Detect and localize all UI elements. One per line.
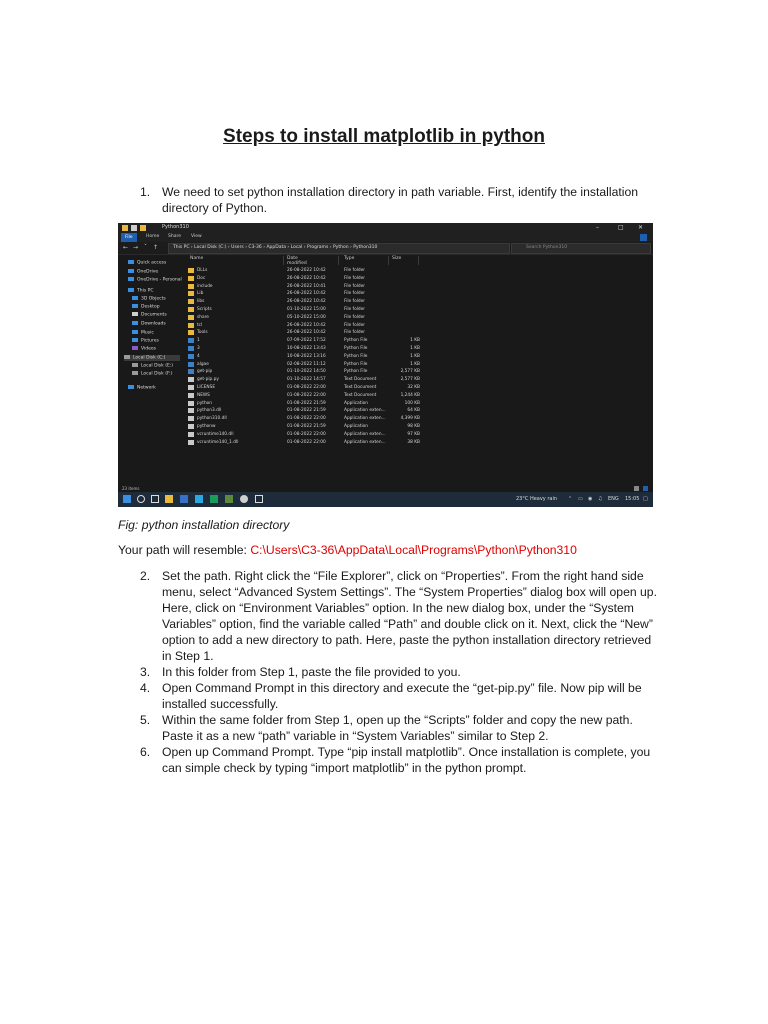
- file-date: 26-08-2022 10:42: [287, 291, 326, 297]
- music-icon: [132, 330, 138, 334]
- file-row[interactable]: [188, 361, 420, 369]
- file-type: Text Document: [344, 385, 377, 390]
- file-date: 01-08-2022 21:59: [287, 400, 326, 406]
- file-name: Scripts: [197, 307, 212, 312]
- path-label: Your path will resemble:: [118, 543, 251, 557]
- file-size: 1 KB: [410, 338, 420, 344]
- file-icon: [188, 377, 194, 382]
- file-type: Text Document: [344, 392, 377, 398]
- file-date: 01-08-2022 22:00: [287, 392, 326, 398]
- figure-caption: Fig: python installation directory: [118, 518, 290, 532]
- file-date: 10-08-2022 13:16: [287, 353, 326, 359]
- file-type: Application exten...: [344, 408, 386, 414]
- folder-icon: [188, 299, 194, 304]
- drive-icon: [132, 371, 138, 375]
- file-name: get-pip: [197, 369, 213, 375]
- file-row[interactable]: [188, 283, 408, 291]
- step-line: Open up Command Prompt. Type “pip install matplotlib”. Once installation is complete, you: [162, 745, 651, 759]
- tab-home[interactable]: Home: [146, 234, 160, 239]
- app-icon[interactable]: [210, 495, 218, 503]
- file-explorer-screenshot: [118, 223, 653, 507]
- video-icon: [132, 346, 138, 350]
- terminal-icon[interactable]: [255, 495, 263, 503]
- sidebar-item-label: OneDrive: [137, 269, 159, 275]
- item-count: 23 items: [122, 486, 140, 491]
- file-name: Tools: [197, 330, 208, 336]
- ribbon-tabs: [118, 233, 653, 242]
- file-name: NEWS: [197, 392, 210, 398]
- file-row[interactable]: [188, 431, 420, 439]
- file-name: LICENSE: [197, 385, 216, 390]
- python-file-icon: [188, 338, 194, 343]
- settings-icon[interactable]: [240, 495, 248, 503]
- window-title: Python310: [162, 224, 189, 230]
- file-type: File folder: [344, 299, 366, 305]
- file-size: 100 KB: [404, 400, 420, 406]
- file-type: Application: [344, 400, 369, 406]
- sidebar-item-label: Pictures: [141, 338, 159, 344]
- document-icon: [132, 312, 138, 316]
- folder-icon: [122, 225, 128, 231]
- app-icon[interactable]: [195, 495, 203, 503]
- page-title: Steps to install matplotlib in python: [223, 126, 545, 147]
- file-row[interactable]: [188, 337, 420, 345]
- sidebar-item-label: This PC: [137, 288, 154, 294]
- file-explorer-taskbar-icon[interactable]: [165, 495, 173, 503]
- sidebar-item[interactable]: [132, 312, 167, 318]
- step-line: Set the path. Right click the “File Explorer”, click on “Properties”. From the right hand side: [162, 569, 644, 583]
- file-icon: [188, 424, 194, 429]
- file-date: 01-10-2022 15:00: [287, 307, 326, 312]
- path-value: C:\Users\C3-36\AppData\Local\Programs\Python\Python310: [250, 543, 577, 557]
- desktop-icon: [132, 304, 138, 308]
- sidebar-item-label: 3D Objects: [141, 296, 166, 302]
- taskbar: [118, 492, 653, 507]
- file-size: 32 KB: [407, 385, 420, 390]
- file-name: libs: [197, 299, 205, 305]
- file-date: 02-08-2022 11:12: [287, 361, 326, 367]
- step-1-line-1: We need to set python installation directory in path variable. First, identify the installation: [162, 185, 639, 199]
- sidebar-item[interactable]: [132, 346, 156, 352]
- file-icon: [188, 440, 194, 445]
- file-row[interactable]: [188, 423, 420, 431]
- file-name: include: [197, 283, 213, 289]
- file-row[interactable]: [188, 329, 408, 337]
- volume-icon[interactable]: ♫: [598, 496, 603, 502]
- sidebar-item[interactable]: [132, 296, 166, 302]
- step-line: installed successfully.: [162, 697, 279, 711]
- file-name: pythonw: [197, 424, 216, 429]
- folder-icon: [188, 268, 194, 273]
- file-icon: [188, 416, 194, 421]
- file-size: 38 KB: [407, 439, 420, 445]
- python-file-icon: [188, 369, 194, 374]
- column-divider[interactable]: [388, 256, 389, 265]
- step-line: option to add a new directory to path. Here, paste the python installation directory retrieved: [162, 633, 652, 647]
- step-number: 1.: [140, 185, 151, 199]
- sidebar-item[interactable]: [128, 269, 158, 275]
- cube-icon: [132, 296, 138, 300]
- search-icon[interactable]: [137, 495, 145, 503]
- step-line: Variables” option, find the variable called “Path” and double click on it. Next, click the “New”: [162, 617, 653, 631]
- file-row[interactable]: [188, 314, 408, 322]
- folder-icon: [188, 276, 194, 281]
- window-titlebar: [118, 223, 653, 233]
- sidebar-item-label: Local Disk (C:): [133, 355, 166, 361]
- network-icon: [128, 385, 134, 389]
- tab-view[interactable]: View: [191, 234, 202, 239]
- download-icon: [132, 321, 138, 325]
- file-type: File folder: [344, 307, 366, 312]
- file-name: vcruntime140.dll: [197, 431, 234, 437]
- sidebar-item[interactable]: [132, 371, 172, 377]
- file-date: 01-08-2022 22:00: [287, 385, 326, 390]
- file-date: 01-08-2022 22:00: [287, 439, 326, 445]
- file-name: python310.dll: [197, 416, 227, 422]
- sidebar-item[interactable]: [128, 288, 153, 294]
- tab-share[interactable]: Share: [168, 234, 181, 239]
- file-icon: [188, 432, 194, 437]
- file-icon: [188, 385, 194, 390]
- chevron-down-icon[interactable]: ˇ: [144, 244, 147, 251]
- file-icon: [188, 401, 194, 406]
- file-name: get-pip.py: [197, 377, 219, 383]
- file-row[interactable]: [188, 275, 408, 283]
- file-size: 1 KB: [410, 361, 420, 367]
- file-type: File folder: [344, 322, 366, 328]
- sidebar-item-label: Desktop: [141, 304, 160, 310]
- chevron-up-icon[interactable]: ⌃: [568, 496, 573, 502]
- path-line: [118, 543, 577, 557]
- file-date: 26-08-2022 10:42: [287, 268, 326, 273]
- column-divider[interactable]: [283, 256, 284, 265]
- column-date-modified[interactable]: Date modified: [287, 256, 307, 266]
- file-date: 26-08-2022 10:42: [287, 299, 326, 305]
- file-size: 4,399 KB: [400, 416, 420, 422]
- file-row[interactable]: [188, 384, 420, 392]
- app-icon[interactable]: [225, 495, 233, 503]
- file-type: Application exten...: [344, 431, 386, 437]
- sidebar-item-label: Documents: [141, 312, 167, 318]
- file-date: 26-08-2022 10:42: [287, 322, 326, 328]
- file-name: 4: [197, 353, 200, 359]
- address-bar[interactable]: [168, 243, 510, 254]
- file-icon: [188, 393, 194, 398]
- maximize-icon[interactable]: □: [618, 224, 624, 231]
- file-type: Application exten...: [344, 439, 386, 445]
- sidebar-item[interactable]: [132, 363, 173, 369]
- back-arrow-icon[interactable]: ←: [123, 244, 129, 251]
- step-line: Open Command Prompt in this directory and execute the “get-pip.py” file. Now pip will be: [162, 681, 642, 695]
- step-line: can simple check by typing “import matplotlib” in the python prompt.: [162, 761, 527, 775]
- step-line: Within the same folder from Step 1, open up the “Scripts” folder and copy the new path.: [162, 713, 633, 727]
- sidebar-item[interactable]: [132, 338, 159, 344]
- sidebar-item-label: Downloads: [141, 321, 166, 327]
- file-icon: [188, 408, 194, 413]
- sidebar-item[interactable]: [124, 355, 180, 361]
- weather-widget[interactable]: 23°C Heavy rain: [516, 496, 558, 502]
- details-view-icon[interactable]: [634, 486, 639, 491]
- minimize-icon[interactable]: –: [596, 224, 599, 231]
- step-number: 6.: [140, 745, 151, 759]
- column-divider[interactable]: [338, 256, 339, 265]
- file-type: Python File: [344, 353, 368, 359]
- folder-icon: [188, 323, 194, 328]
- file-size: 2,577 KB: [400, 369, 420, 375]
- file-name: Lib: [197, 291, 204, 297]
- file-name: DLLs: [197, 268, 208, 273]
- battery-icon[interactable]: ▭: [578, 496, 583, 502]
- folder-icon: [188, 284, 194, 289]
- wifi-icon[interactable]: ◉: [588, 496, 593, 502]
- sidebar-item-label: OneDrive - Personal: [137, 277, 182, 283]
- tab-file[interactable]: File: [121, 233, 137, 242]
- file-row[interactable]: [188, 353, 420, 361]
- file-type: File folder: [344, 283, 366, 289]
- file-size: 1 KB: [410, 346, 420, 351]
- navigation-pane: [118, 255, 180, 485]
- python-file-icon: [188, 354, 194, 359]
- file-type: Text Document: [344, 377, 377, 383]
- file-date: 01-08-2022 21:59: [287, 424, 326, 429]
- file-row[interactable]: [188, 439, 420, 447]
- file-date: 10-08-2022 13:43: [287, 346, 326, 351]
- step-line: Here, click on “Environment Variables” option. In the new dialog box, under the “System: [162, 601, 634, 615]
- file-row[interactable]: [188, 400, 420, 408]
- sidebar-item-label: Local Disk (F:): [141, 371, 173, 377]
- file-type: Application exten...: [344, 416, 386, 422]
- step-1-line-2: directory of Python.: [162, 201, 267, 215]
- file-date: 07-09-2022 17:52: [287, 338, 326, 344]
- star-icon: [128, 260, 134, 264]
- forward-arrow-icon[interactable]: →: [133, 244, 139, 251]
- file-date: 01-10-2022 14:50: [287, 369, 326, 375]
- file-row[interactable]: [188, 298, 408, 306]
- sidebar-item-label: Local Disk (E:): [141, 363, 174, 369]
- file-size: 1,244 KB: [400, 392, 420, 398]
- file-size: 1 KB: [410, 353, 420, 359]
- folder-icon: [188, 291, 194, 296]
- file-row[interactable]: [188, 392, 420, 400]
- close-icon[interactable]: ✕: [638, 224, 644, 231]
- step-number: 3.: [140, 665, 151, 679]
- clock[interactable]: 15:05: [625, 496, 640, 502]
- file-row[interactable]: [188, 290, 408, 298]
- file-type: Application: [344, 424, 369, 429]
- column-type[interactable]: Type: [344, 256, 355, 261]
- step-line: In this folder from Step 1, paste the file provided to you.: [162, 665, 461, 679]
- file-size: 98 KB: [407, 424, 420, 429]
- file-row[interactable]: [188, 407, 420, 415]
- file-row[interactable]: [188, 322, 408, 330]
- properties-icon[interactable]: [131, 225, 137, 231]
- python-file-icon: [188, 362, 194, 367]
- file-row[interactable]: [188, 345, 420, 353]
- task-view-icon[interactable]: [151, 495, 159, 503]
- file-type: File folder: [344, 314, 366, 320]
- notification-icon[interactable]: □: [643, 496, 648, 502]
- large-icons-view-icon[interactable]: [643, 486, 648, 491]
- file-row[interactable]: [188, 306, 408, 314]
- file-date: 01-08-2022 22:00: [287, 416, 326, 422]
- file-row[interactable]: [188, 267, 408, 275]
- step-1: [140, 184, 660, 218]
- app-icon[interactable]: [180, 495, 188, 503]
- up-arrow-icon[interactable]: ↑: [153, 244, 159, 251]
- file-name: algae: [197, 361, 209, 367]
- file-date: 01-08-2022 21:59: [287, 408, 326, 414]
- new-folder-icon[interactable]: [140, 225, 146, 231]
- address-row: [118, 242, 653, 255]
- file-name: python: [197, 400, 213, 406]
- search-input[interactable]: [511, 243, 651, 254]
- column-size[interactable]: Size: [392, 256, 402, 261]
- sidebar-item[interactable]: [128, 385, 156, 391]
- column-divider[interactable]: [418, 256, 419, 265]
- file-name: python3.dll: [197, 408, 222, 414]
- folder-icon: [188, 330, 194, 335]
- file-type: File folder: [344, 291, 366, 297]
- file-size: 64 KB: [407, 408, 420, 414]
- file-type: File folder: [344, 275, 366, 281]
- search-placeholder: Search Python310: [526, 245, 568, 250]
- file-date: 26-08-2022 10:42: [287, 330, 326, 336]
- sidebar-item[interactable]: [132, 321, 166, 327]
- column-name[interactable]: Name: [190, 256, 204, 261]
- file-name: Doc: [197, 275, 206, 281]
- sidebar-item-label: Network: [137, 385, 156, 391]
- file-type: File folder: [344, 268, 366, 273]
- breadcrumb[interactable]: This PC › Local Disk (C:) › Users › C3-36 › AppData › Local › Programs › Python › Python310: [173, 245, 378, 250]
- language-indicator[interactable]: ENG: [608, 496, 619, 502]
- status-bar: [118, 485, 653, 492]
- file-date: 05-10-2022 15:00: [287, 314, 326, 320]
- folder-icon: [188, 307, 194, 312]
- sidebar-item[interactable]: [132, 304, 160, 310]
- step-number: 4.: [140, 681, 151, 695]
- file-name: 1: [197, 338, 200, 344]
- file-name: tcl: [197, 322, 203, 328]
- step-line: menu, select “Advanced System Settings”. The “System Properties” dialog box will open up.: [162, 585, 657, 599]
- sidebar-item-label: Music: [141, 330, 154, 336]
- file-name: vcruntime140_1.dll: [197, 439, 239, 445]
- file-date: 01-08-2022 22:00: [287, 431, 326, 437]
- sidebar-item-label: Quick access: [137, 260, 167, 266]
- computer-icon: [128, 288, 134, 292]
- file-row[interactable]: [188, 368, 420, 376]
- cloud-icon: [128, 269, 134, 273]
- file-size: 2,577 KB: [400, 377, 420, 383]
- python-file-icon: [188, 346, 194, 351]
- file-row[interactable]: [188, 376, 420, 384]
- sidebar-item[interactable]: [128, 277, 182, 283]
- step-line: in Step 1.: [162, 649, 214, 663]
- file-type: Python File: [344, 369, 368, 375]
- file-name: 3: [197, 346, 200, 351]
- folder-icon: [188, 315, 194, 320]
- file-date: 26-08-2022 10:42: [287, 275, 326, 281]
- file-type: File folder: [344, 330, 366, 336]
- help-icon[interactable]: [640, 234, 647, 241]
- step-line: Paste it as a new “path” variable in “System Variables” similar to Step 2.: [162, 729, 549, 743]
- picture-icon: [132, 338, 138, 342]
- file-row[interactable]: [188, 415, 420, 423]
- file-name: share: [197, 314, 209, 320]
- file-type: Python File: [344, 346, 368, 351]
- file-date: 01-10-2022 14:57: [287, 377, 326, 383]
- file-date: 26-08-2022 10:41: [287, 283, 326, 289]
- sidebar-item-label: Videos: [141, 346, 156, 352]
- cloud-icon: [128, 277, 134, 281]
- step-number: 2.: [140, 569, 151, 583]
- sidebar-item[interactable]: [128, 260, 166, 266]
- sidebar-item[interactable]: [132, 330, 154, 336]
- step-number: 5.: [140, 713, 151, 727]
- windows-start-icon[interactable]: [123, 495, 131, 503]
- file-type: Python File: [344, 338, 368, 344]
- file-size: 97 KB: [407, 431, 420, 437]
- file-type: Python File: [344, 361, 368, 367]
- drive-icon: [132, 363, 138, 367]
- drive-icon: [124, 355, 130, 359]
